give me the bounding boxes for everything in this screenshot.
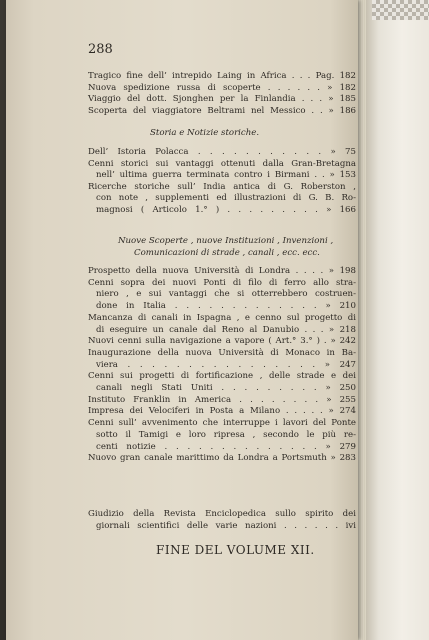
toc-line: canali negli Stati Uniti . . . . . . . . . » 250 [96,383,356,393]
toc-line: viera . . . . . . . . . . . . . . . . » 247 [96,359,356,370]
toc-line: Mancanza di canali in Ispagna , e cenno sul progetto di [88,312,356,323]
toc-line: Ricerche storiche sull’ India antica di G. Roberston , [88,181,356,192]
toc-line: Cenni sopra dei nuovi Ponti di filo di ferro allo stra- [88,277,356,288]
section-heading-line: Nuove Scoperte , nuove Instituzioni , Invenzioni , [118,236,334,246]
toc-line: giornali scientifici delle varie nazioni . . . . . . ivi [96,521,356,531]
toc-line: niero , e sui vantaggi che si otterrebbero costruen- [96,289,356,300]
toc-line: Dell’ Istoria Polacca . . . . . . . . . . . » 75 [88,147,356,157]
toc-line: Cenni sull’ avvenimento che interruppe i lavori del Ponte [88,418,356,429]
toc-line: magnosi ( Articolo 1.° ) . . . . . . . . . » 166 [96,204,356,215]
toc-line: Nuovi cenni sulla navigazione a vapore ( Art.° 3.° ) . » 242 [88,336,356,347]
toc-line: Cenni sui progetti di fortificazione , delle strade e dei [88,371,356,382]
toc-line: Scoperta del viaggiatore Beltrami nel Messico . . » 186 [88,105,356,116]
toc-line: Tragico fine dell’ intrepido Laing in Africa . . . Pag. 182 [88,71,356,81]
toc-line: Cenni storici sui vantaggi ottenuti dalla Gran-Bretagna [88,158,356,169]
toc-line: Prospetto della nuova Università di Londra . . . . » 198 [88,266,356,276]
end-of-volume-title: FINE DEL VOLUME XII. [156,543,315,557]
toc-line: centi notizie . . . . . . . . . . . . . . » 279 [96,441,356,452]
toc-line: Impresa dei Velociferi in Posta a Milano . . . . . » 274 [88,406,356,417]
next-page-edge [362,0,429,640]
book-page [6,0,358,640]
toc-line: Nuova spedizione russa di scoperte . . . . . . » 182 [88,82,356,93]
toc-line: di eseguire un canale dal Reno al Danubio . . . » 218 [96,324,356,335]
toc-line: Nuovo gran canale marittimo da Londra a Portsmuth » 283 [88,453,356,464]
section-heading-line: Comunicazioni di strade , canali , ecc. ecc. [134,248,320,258]
toc-line: con note , supplementi ed illustrazioni di G. B. Ro- [96,193,356,203]
toc-line: nell’ ultima guerra terminata contro i Birmani . . » 153 [96,170,356,180]
toc-line: done in Italia . . . . . . . . . . . . . » 210 [96,301,356,312]
checkered-cloth [372,0,429,20]
toc-line: Viaggio del dott. Sjonghen per la Finlandia . . . » 185 [88,94,356,104]
toc-line: Giudizio della Revista Enciclopedica sullo spirito dei [88,509,356,519]
toc-line: sotto il Tamigi e loro ripresa , secondo le più re- [96,429,356,440]
toc-line: Instituto Franklin in America . . . . . . . . » 255 [88,394,356,405]
page-number: 288 [88,42,113,57]
toc-line: Inaugurazione della nuova Università di Monaco in Ba- [88,347,356,358]
section-heading-storia: Storia e Notizie storiche. [150,128,260,138]
